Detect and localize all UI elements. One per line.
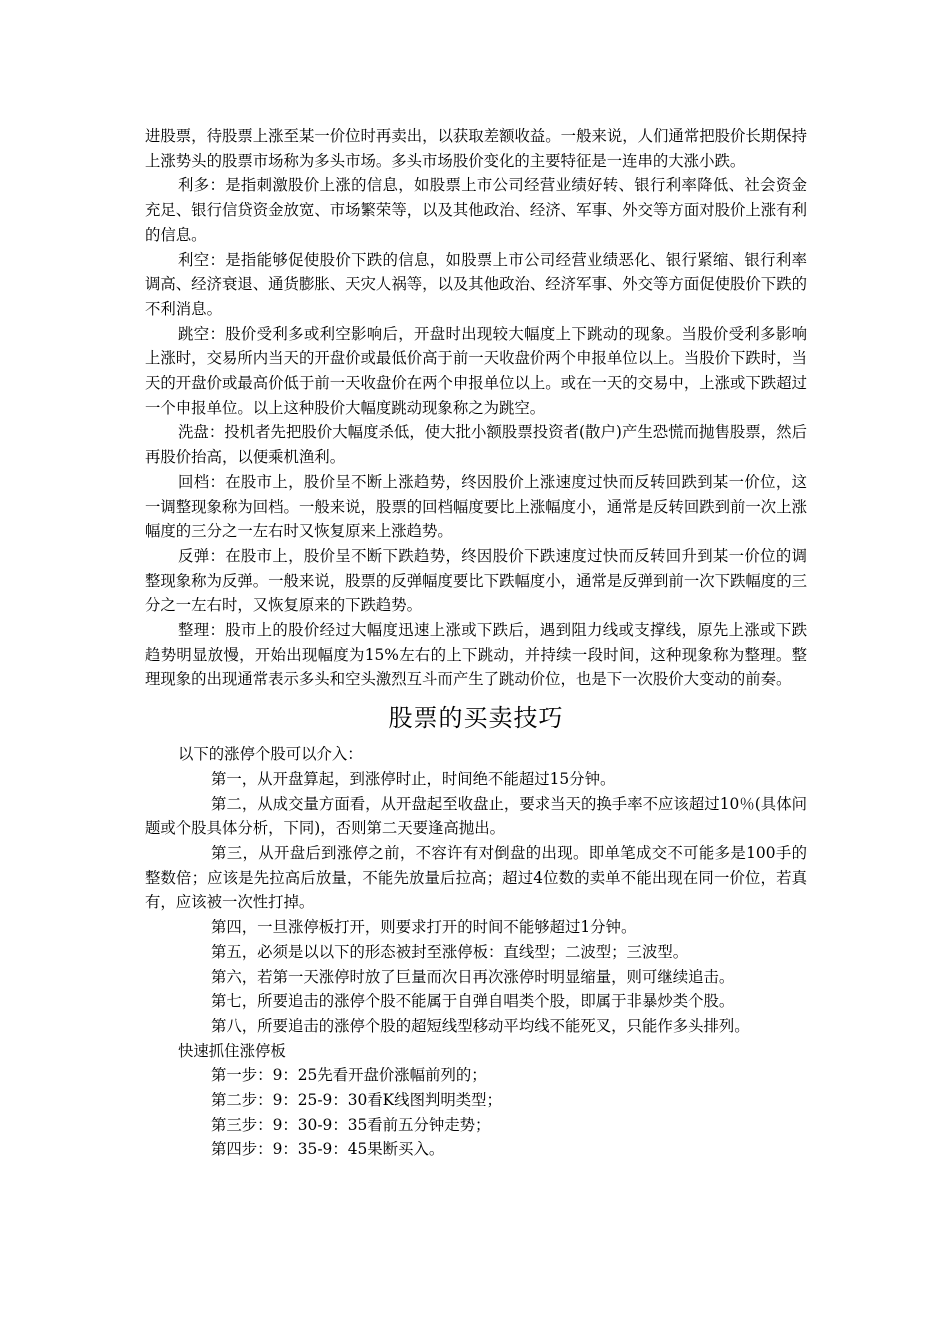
paragraph-zhengli: 整理：股市上的股价经过大幅度迅速上涨或下跌后，遇到阻力线或支撑线，原先上涨或下跌趋势明显放慢，开始出现幅度为15%左右的上下跳动，并持续一段时间，这种现象称为整理。整理现象的出现通常表示多头和空头激烈互斗而产生了跳动价位，也是下一次股价大变动的前奏。 [145, 621, 807, 689]
rule-item: 第七，所要追击的涨停个股不能属于自弹自唱类个股，即属于非暴炒类个股。 [211, 992, 735, 1011]
step-item: 第四步：9：35-9：45果断买入。 [211, 1140, 445, 1159]
subheading: 快速抓住涨停板 [178, 1041, 286, 1060]
rule-item: 第二，从成交量方面看，从开盘起至收盘止，要求当天的换手率不应该超过10％(具体问题或个股具体分析，下同)，否则第二天要逢高抛出。 [145, 794, 807, 838]
paragraph-huidang: 回档：在股市上，股价呈不断上涨趋势，终因股价上涨速度过快而反转回跌到某一价位，这一调整现象称为回档。一般来说，股票的回档幅度要比上涨幅度小，通常是反转回跌到前一次上涨幅度的三分之一左右时又恢复原来上涨趋势。 [145, 472, 807, 541]
paragraph-tiaokong: 跳空：股价受利多或利空影响后，开盘时出现较大幅度上下跳动的现象。当股价受利多影响上涨时，交易所内当天的开盘价或最低价高于前一天收盘价两个申报单位以上。当股价下跌时，当天的开盘价或最高价低于前一天收盘价在两个申报单位以上。或在一天的交易中，上涨或下跌超过一个申报单位。以上这种股价大幅度跳动现象称之为跳空。 [145, 324, 807, 417]
document-page [145, 124, 807, 1162]
step-item: 第三步：9：30-9：35看前五分钟走势； [211, 1115, 491, 1134]
paragraph-likong: 利空：是指能够促使股价下跌的信息，如股票上市公司经营业绩恶化、银行紧缩、银行利率调高、经济衰退、通货膨胀、天灾人祸等，以及其他政治、经济军事、外交等方面促使股价下跌的不利消息。 [145, 250, 807, 318]
paragraph-fantan: 反弹：在股市上，股价呈不断下跌趋势，终因股价下跌速度过快而反转回升到某一价位的调整现象称为反弹。一般来说，股票的反弹幅度要比下跌幅度小，通常是反弹到前一次下跌幅度的三分之一左右时，又恢复原来的下跌趋势。 [145, 546, 807, 615]
paragraph-xipan: 洗盘：投机者先把股价大幅度杀低，使大批小额股票投资者(散户)产生恐慌而抛售股票，然后再股价抬高，以便乘机渔利。 [145, 423, 807, 467]
step-item: 第二步：9：25-9：30看K线图判明类型； [211, 1091, 502, 1110]
step-item: 第一步：9：25先看开盘价涨幅前列的； [211, 1066, 487, 1085]
rule-item: 第四，一旦涨停板打开，则要求打开的时间不能够超过1分钟。 [211, 918, 637, 937]
rule-item: 第五，必须是以以下的形态被封至涨停板：直线型；二波型；三波型。 [211, 942, 689, 961]
section-title: 股票的买卖技巧 [388, 704, 564, 733]
rule-item: 第三，从开盘后到涨停之前，不容许有对倒盘的出现。即单笔成交不可能多是100手的整数倍；应该是先拉高后放量，不能先放量后拉高；超过4位数的卖单不能出现在同一价位，若真有，应该被一次性打掉。 [145, 843, 807, 912]
rule-item: 第八，所要追击的涨停个股的超短线型移动平均线不能死叉，只能作多头排列。 [211, 1016, 750, 1035]
paragraph-lido: 利多：是指刺激股价上涨的信息，如股票上市公司经营业绩好转、银行利率降低、社会资金充足、银行信贷资金放宽、市场繁荣等，以及其他政治、经济、军事、外交等方面对股价上涨有利的信息。 [145, 176, 807, 244]
paragraph-bull-market: 进股票，待股票上涨至某一价位时再卖出，以获取差额收益。一般来说，人们通常把股价长期保持上涨势头的股票市场称为多头市场。多头市场股价变化的主要特征是一连串的大涨小跌。 [145, 127, 807, 170]
intro-line: 以下的涨停个股可以介入： [178, 745, 363, 764]
rule-item: 第六，若第一天涨停时放了巨量而次日再次涨停时明显缩量，则可继续追击。 [211, 967, 735, 986]
rule-item: 第一，从开盘算起，到涨停时止，时间绝不能超过15分钟。 [211, 769, 616, 788]
